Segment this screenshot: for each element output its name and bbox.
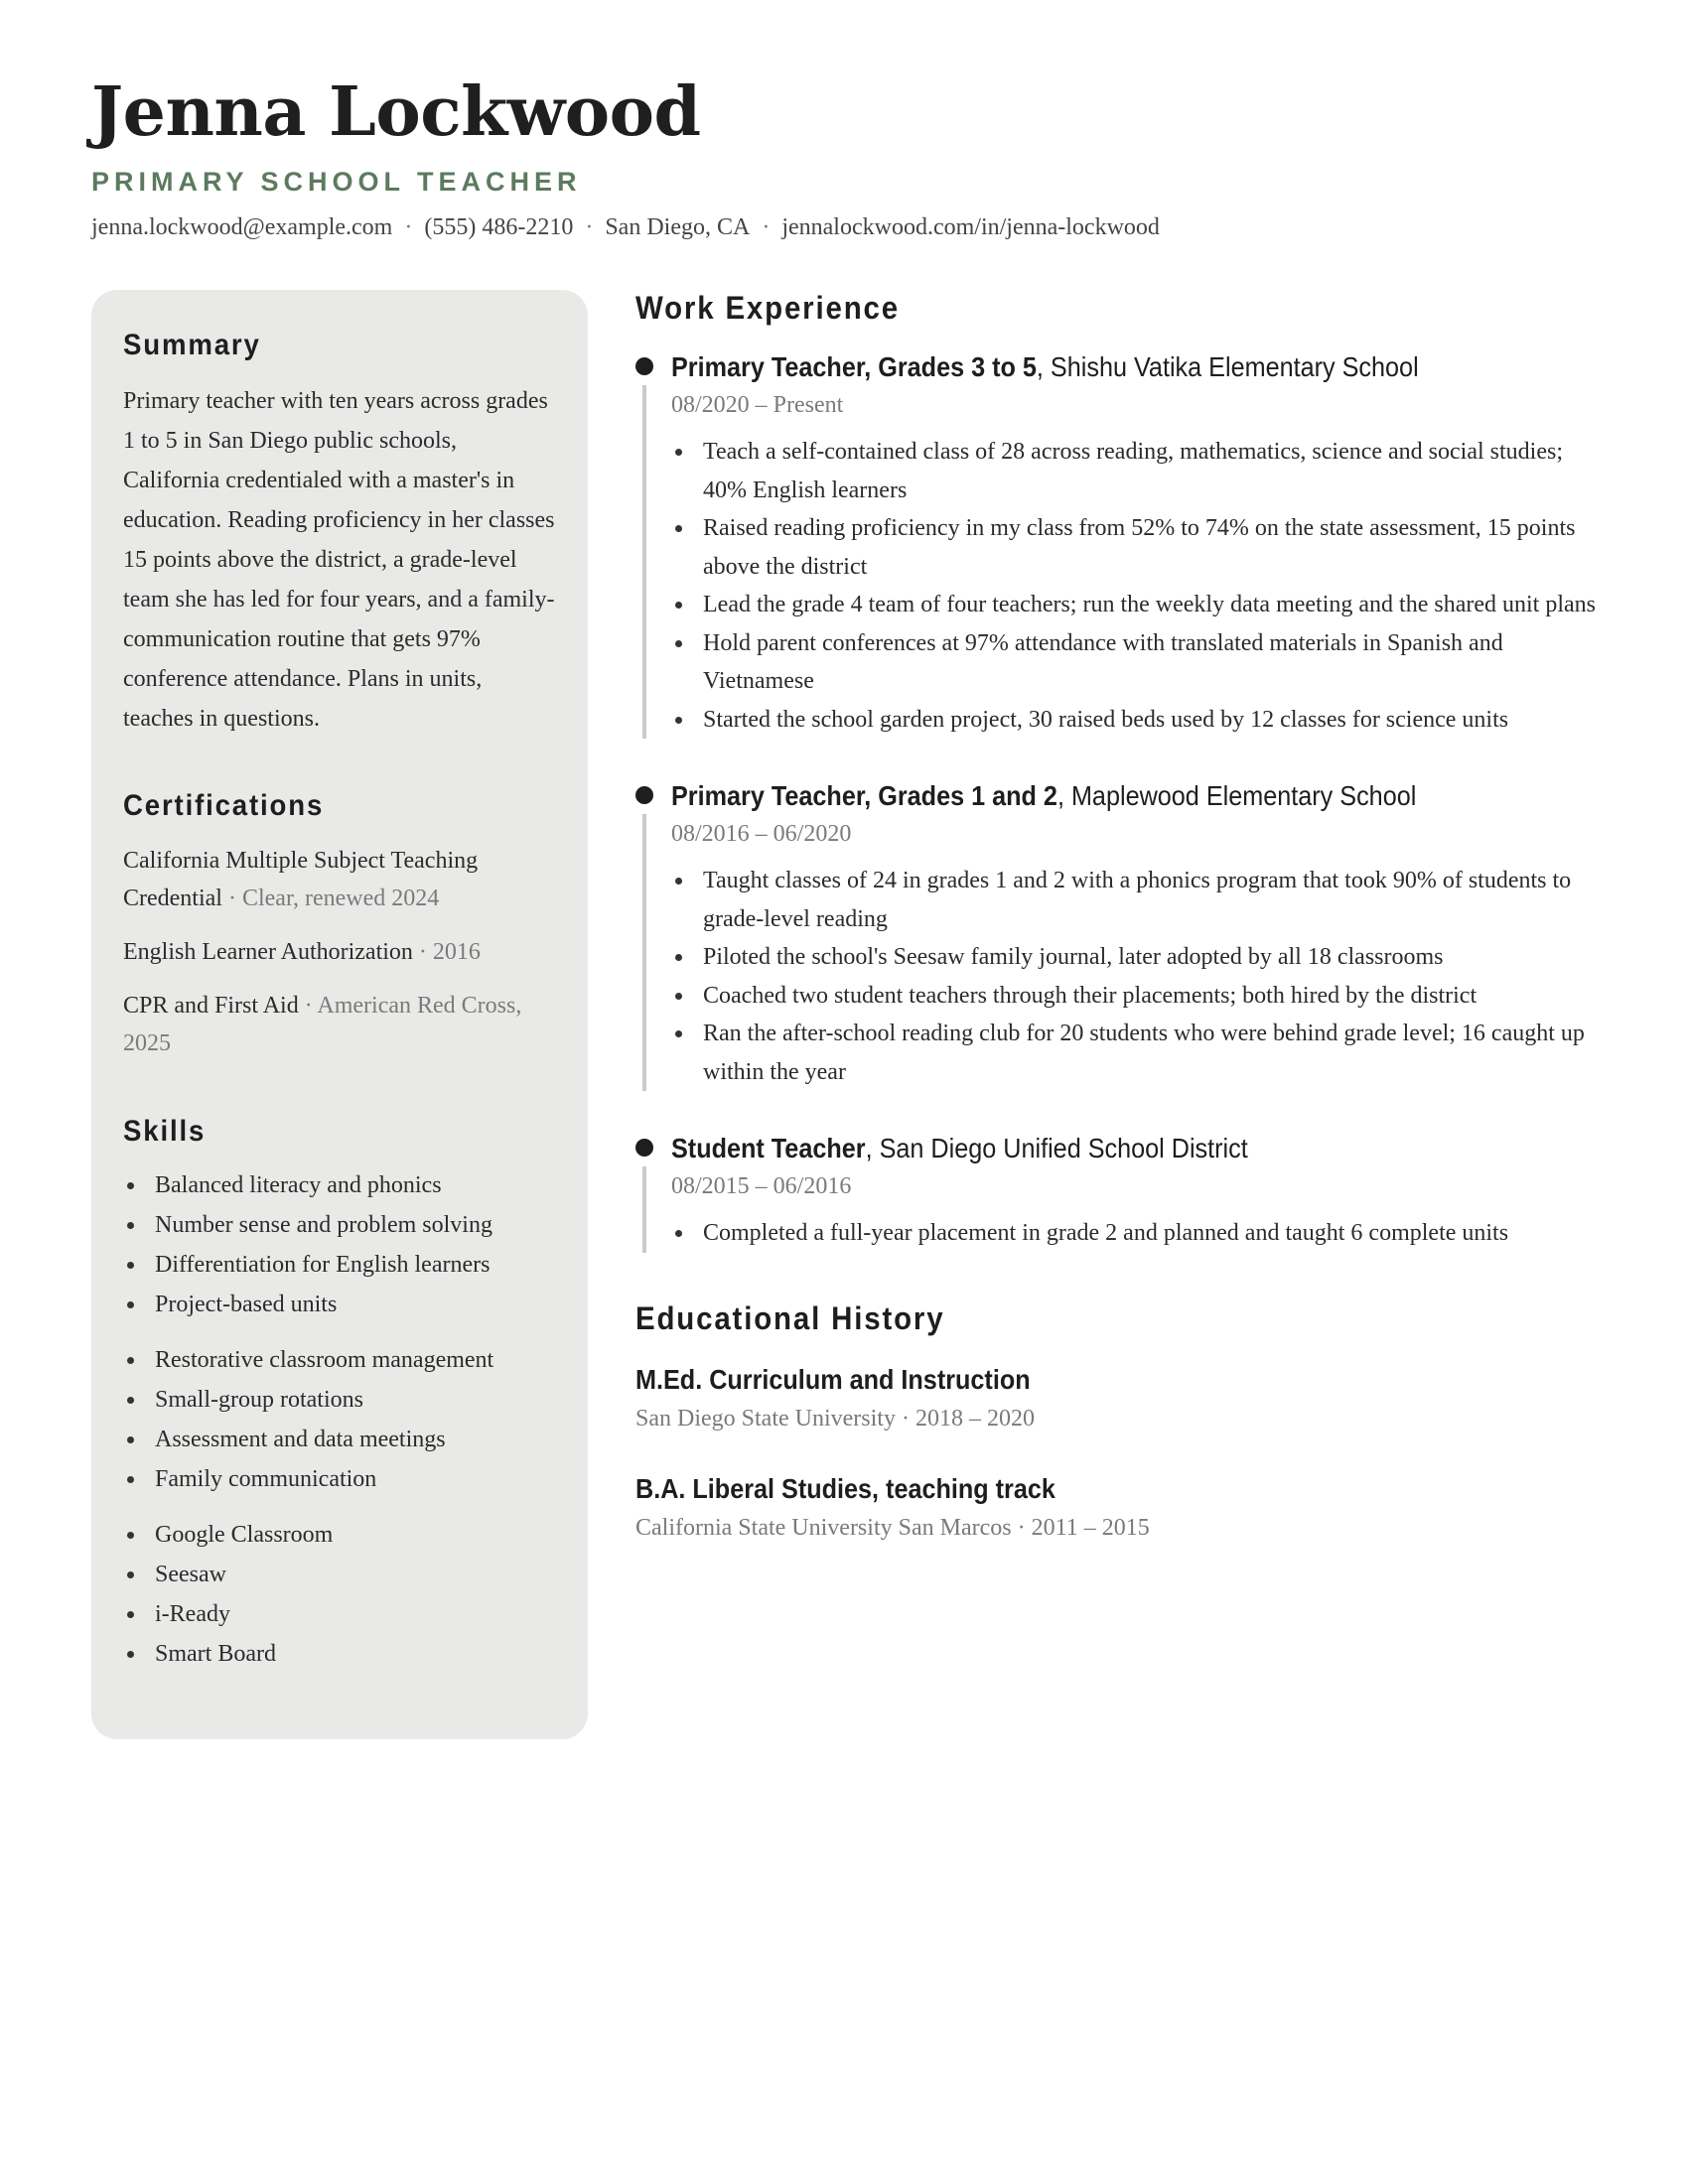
skill-item: Family communication <box>123 1459 556 1499</box>
skill-group <box>123 1165 556 1324</box>
education-degree: M.Ed. Curriculum and Instruction <box>635 1363 1031 1395</box>
skill-item: Small-group rotations <box>123 1380 556 1420</box>
skill-item: i-Ready <box>123 1594 556 1634</box>
job-organization: , San Diego Unified School District <box>865 1133 1248 1163</box>
job-bullet: Raised reading proficiency in my class from 52% to 74% on the state assessment, 15 points above the district <box>671 509 1609 586</box>
skill-group <box>123 1340 556 1499</box>
skill-item: Assessment and data meetings <box>123 1420 556 1459</box>
certification-name: English Learner Authorization <box>123 939 413 965</box>
job-bullet: Hold parent conferences at 97% attendance with translated materials in Spanish and Vietnamese <box>671 624 1609 701</box>
job-organization: , Shishu Vatika Elementary School <box>1036 351 1419 382</box>
job-bullet: Piloted the school's Seesaw family journal, later adopted by all 18 classrooms <box>671 938 1609 977</box>
contact-separator: · <box>762 214 771 240</box>
timeline-line <box>642 385 646 739</box>
job-dates: 08/2020 – Present <box>671 392 844 418</box>
certification-name: California Multiple Subject Teaching Credential <box>123 848 479 911</box>
job-bullet: Completed a full-year placement in grade 2 and planned and taught 6 complete units <box>671 1214 1609 1253</box>
timeline-line <box>642 1166 646 1253</box>
job-position: Primary Teacher, Grades 3 to 5 <box>671 351 1037 382</box>
summary-text: Primary teacher with ten years across grades 1 to 5 in San Diego public schools, California credentialed with a master's in education. Reading proficiency in her classes 15 points above the district, a grade-level team she has led for four years, and a family-communication routine that gets 97% conference attendance. Plans in units, teaches in questions. <box>123 388 555 732</box>
skill-group <box>123 1515 556 1674</box>
resume-header <box>91 69 1601 242</box>
education-degree: B.A. Liberal Studies, teaching track <box>635 1472 1055 1504</box>
contact-separator: · <box>404 214 413 240</box>
job-bullet: Coached two student teachers through their placements; both hired by the district <box>671 977 1609 1016</box>
education-heading: Educational History <box>635 1299 945 1336</box>
skill-item: Project-based units <box>123 1285 556 1324</box>
contact-line <box>91 212 1601 242</box>
education-meta: San Diego State University · 2018 – 2020 <box>635 1405 1035 1432</box>
education-entry <box>635 1362 1609 1435</box>
job-heading <box>671 349 1515 385</box>
certification-item <box>123 842 556 917</box>
job-dates: 08/2016 – 06/2020 <box>671 821 852 847</box>
contact-separator: · <box>585 214 594 240</box>
timeline-line <box>642 814 646 1091</box>
job-bullet: Taught classes of 24 in grades 1 and 2 with a phonics program that took 90% of students to grade-level reading <box>671 862 1609 938</box>
certification-detail: · American Red Cross, 2025 <box>123 993 522 1056</box>
job-bullets <box>671 1214 1609 1253</box>
certification-item <box>123 987 556 1062</box>
certification-detail: · 2016 <box>418 939 481 965</box>
skill-item: Smart Board <box>123 1634 556 1674</box>
job-heading <box>671 1131 1515 1166</box>
skill-item: Balanced literacy and phonics <box>123 1165 556 1205</box>
job-bullets <box>671 862 1609 1091</box>
skill-item: Seesaw <box>123 1555 556 1594</box>
sidebar <box>91 290 588 1739</box>
skills-heading: Skills <box>123 1115 207 1148</box>
job-bullets <box>671 433 1609 739</box>
contact-website[interactable]: jennalockwood.com/in/jenna-lockwood <box>781 214 1160 240</box>
job-bullet: Teach a self-contained class of 28 across reading, mathematics, science and social studies; 40% English learners <box>671 433 1609 509</box>
candidate-name: Jenna Lockwood <box>91 72 701 152</box>
skill-item: Number sense and problem solving <box>123 1205 556 1245</box>
work-experience-heading: Work Experience <box>635 290 900 326</box>
job-dates: 08/2015 – 06/2016 <box>671 1173 852 1199</box>
contact-phone: (555) 486-2210 <box>424 214 574 240</box>
job-bullet: Lead the grade 4 team of four teachers; run the weekly data meeting and the shared unit plans <box>671 586 1609 624</box>
contact-location: San Diego, CA <box>605 214 751 240</box>
education-entry <box>635 1471 1609 1545</box>
certification-name: CPR and First Aid <box>123 993 299 1019</box>
job-entry <box>635 349 1609 739</box>
job-position: Student Teacher <box>671 1133 866 1163</box>
job-title: PRIMARY SCHOOL TEACHER <box>91 167 582 197</box>
skill-item: Differentiation for English learners <box>123 1245 556 1285</box>
job-organization: , Maplewood Elementary School <box>1056 780 1417 811</box>
timeline-dot-icon <box>635 357 653 375</box>
timeline-dot-icon <box>635 1139 653 1157</box>
job-heading <box>671 778 1515 814</box>
certifications-heading: Certifications <box>123 789 325 822</box>
summary-heading: Summary <box>123 329 261 361</box>
skill-item: Google Classroom <box>123 1515 556 1555</box>
skill-item: Restorative classroom management <box>123 1340 556 1380</box>
certification-detail: · Clear, renewed 2024 <box>227 886 440 911</box>
timeline-dot-icon <box>635 786 653 804</box>
education-meta: California State University San Marcos · 2011 – 2015 <box>635 1514 1150 1541</box>
job-entry <box>635 1131 1609 1253</box>
job-position: Primary Teacher, Grades 1 and 2 <box>671 780 1057 811</box>
job-bullet: Ran the after-school reading club for 20 students who were behind grade level; 16 caught up within the year <box>671 1015 1609 1091</box>
job-entry <box>635 778 1609 1091</box>
job-bullet: Started the school garden project, 30 raised beds used by 12 classes for science units <box>671 701 1609 740</box>
certification-item <box>123 933 556 971</box>
main-content <box>635 290 1609 1545</box>
contact-email[interactable]: jenna.lockwood@example.com <box>91 214 393 240</box>
